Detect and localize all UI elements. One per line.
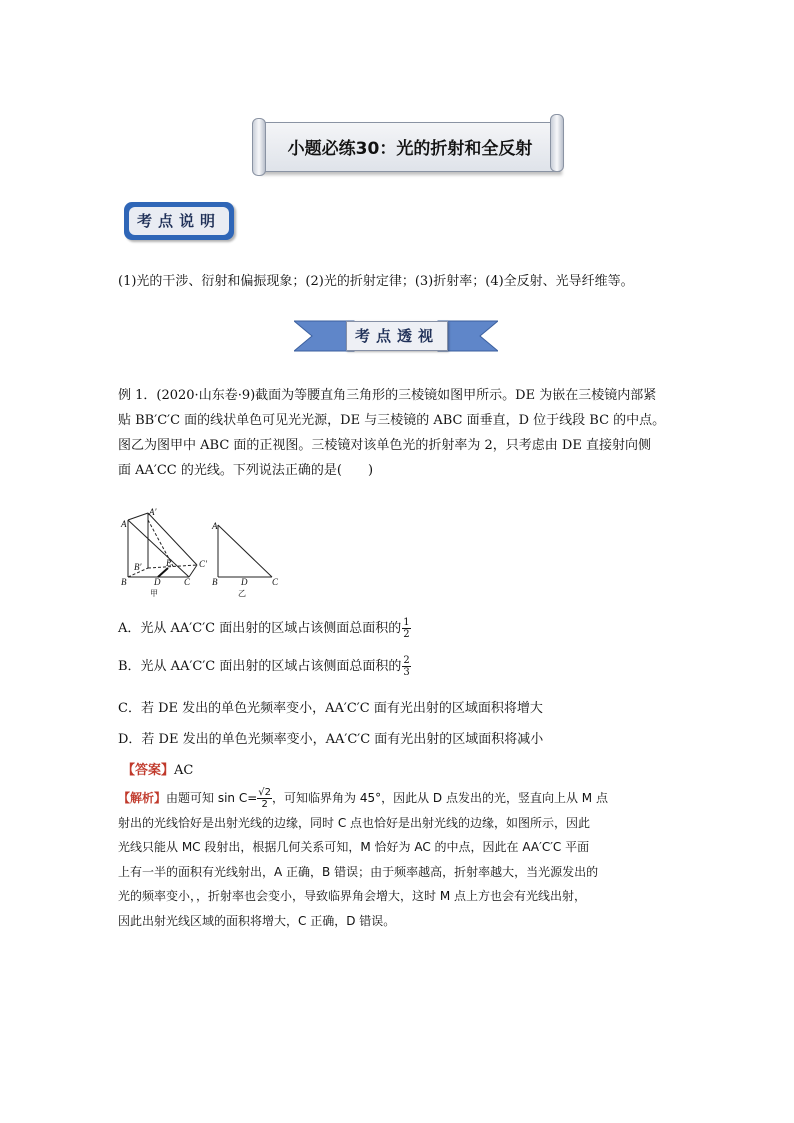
label-c-yi: C: [272, 577, 279, 587]
analysis-line: 因此出射光线区域的面积将增大，C 正确，D 错误。: [118, 913, 396, 928]
label-a: A: [121, 519, 127, 529]
analysis-line: 射出的光线恰好是出射光线的边缘，同时 C 点也恰好是出射光线的边缘，如图所示，因此: [118, 815, 591, 830]
sqrt2-over-2: $\frac{√2}{2}$: [258, 787, 272, 810]
label-e: E: [166, 558, 172, 568]
label-a-prime: A′: [149, 507, 157, 517]
analysis-tag: 【解析】: [118, 791, 167, 805]
option-b-text: B．光从 AA′C′C 面出射的区域占该侧面总面积的: [118, 659, 402, 674]
label-b-prime: B′: [134, 562, 142, 572]
page-title: 小题必练30：光的折射和全反射: [287, 139, 533, 159]
example-line: 例 1．(2020·山东卷·9)截面为等腰直角三角形的三棱镜如图甲所示。DE 为嵌在三棱镜内部紧: [118, 388, 657, 403]
answer-value: AC: [174, 763, 194, 778]
label-d: D: [154, 577, 161, 587]
analysis-line: 光的频率变小，，折射率也会变小，导致临界角会增大，这时 M 点上方也会有光线出射，: [118, 889, 586, 903]
example-line: 面 AA′CC 的光线。下列说法正确的是( ): [118, 463, 374, 478]
fraction-two-thirds: $\frac{2}{3}$: [403, 655, 410, 678]
ribbon-label: 考点透视: [346, 321, 448, 351]
answer-tag: 【答案】: [122, 763, 175, 778]
example-line: 贴 BB′C′C 面的线状单色可见光光源，DE 与三棱镜的 ABC 面垂直，D 位于线段 BC 的中点。: [118, 413, 666, 428]
caption-yi: 乙: [238, 589, 246, 598]
fraction-one-half: $\frac{1}{2}$: [403, 617, 410, 640]
badge-label: 考点说明: [129, 207, 229, 235]
prism-figure: [112, 505, 292, 613]
option-a-text: A．光从 AA′C′C 面出射的区域占该侧面总面积的: [118, 621, 402, 636]
label-a-yi: A: [212, 521, 218, 531]
example-text: [118, 383, 678, 483]
option-b: [118, 655, 411, 678]
label-c-prime: C′: [199, 559, 207, 569]
section-badge-kaodian-shuoming: [124, 202, 234, 240]
label-b: B: [121, 577, 127, 587]
answer-line: [122, 759, 193, 778]
example-line: 图乙为图甲中 ABC 面的正视图。三棱镜对该单色光的折射率为 2，只考虑由 DE 直接射向侧: [118, 438, 651, 453]
section1-content: (1)光的干涉、衍射和偏振现象；(2)光的折射定律；(3)折射率；(4)全反射、光导纤维等。: [118, 274, 634, 289]
option-d: D．若 DE 发出的单色光频率变小，AA′C′C 面有光出射的区域面积将减小: [118, 732, 544, 747]
analysis-line: 【解析】由题可知 sin C= $\frac{√2}{2}$ ，可知临界角为 45°，因此从 D 点发出的光，竖直向上从 M 点: [118, 787, 608, 810]
title-banner: [250, 114, 570, 176]
option-a: [118, 617, 411, 640]
section-badge-kaodian-toushi: [294, 317, 498, 355]
label-c: C: [184, 577, 191, 587]
caption-jia: 甲: [150, 589, 158, 598]
option-c: C．若 DE 发出的单色光频率变小，AA′C′C 面有光出射的区域面积将增大: [118, 701, 543, 716]
label-d-yi: D: [241, 577, 248, 587]
analysis-block: [118, 786, 678, 933]
label-b-yi: B: [212, 577, 218, 587]
analysis-line: 光线只能从 MC 段射出，根据几何关系可知，M 恰好为 AC 的中点，因此在 AA′C′C 平面: [118, 840, 590, 854]
analysis-line: 上有一半的面积有光线射出，A 正确，B 错误；由于频率越高，折射率越大，当光源发出的: [118, 864, 599, 879]
